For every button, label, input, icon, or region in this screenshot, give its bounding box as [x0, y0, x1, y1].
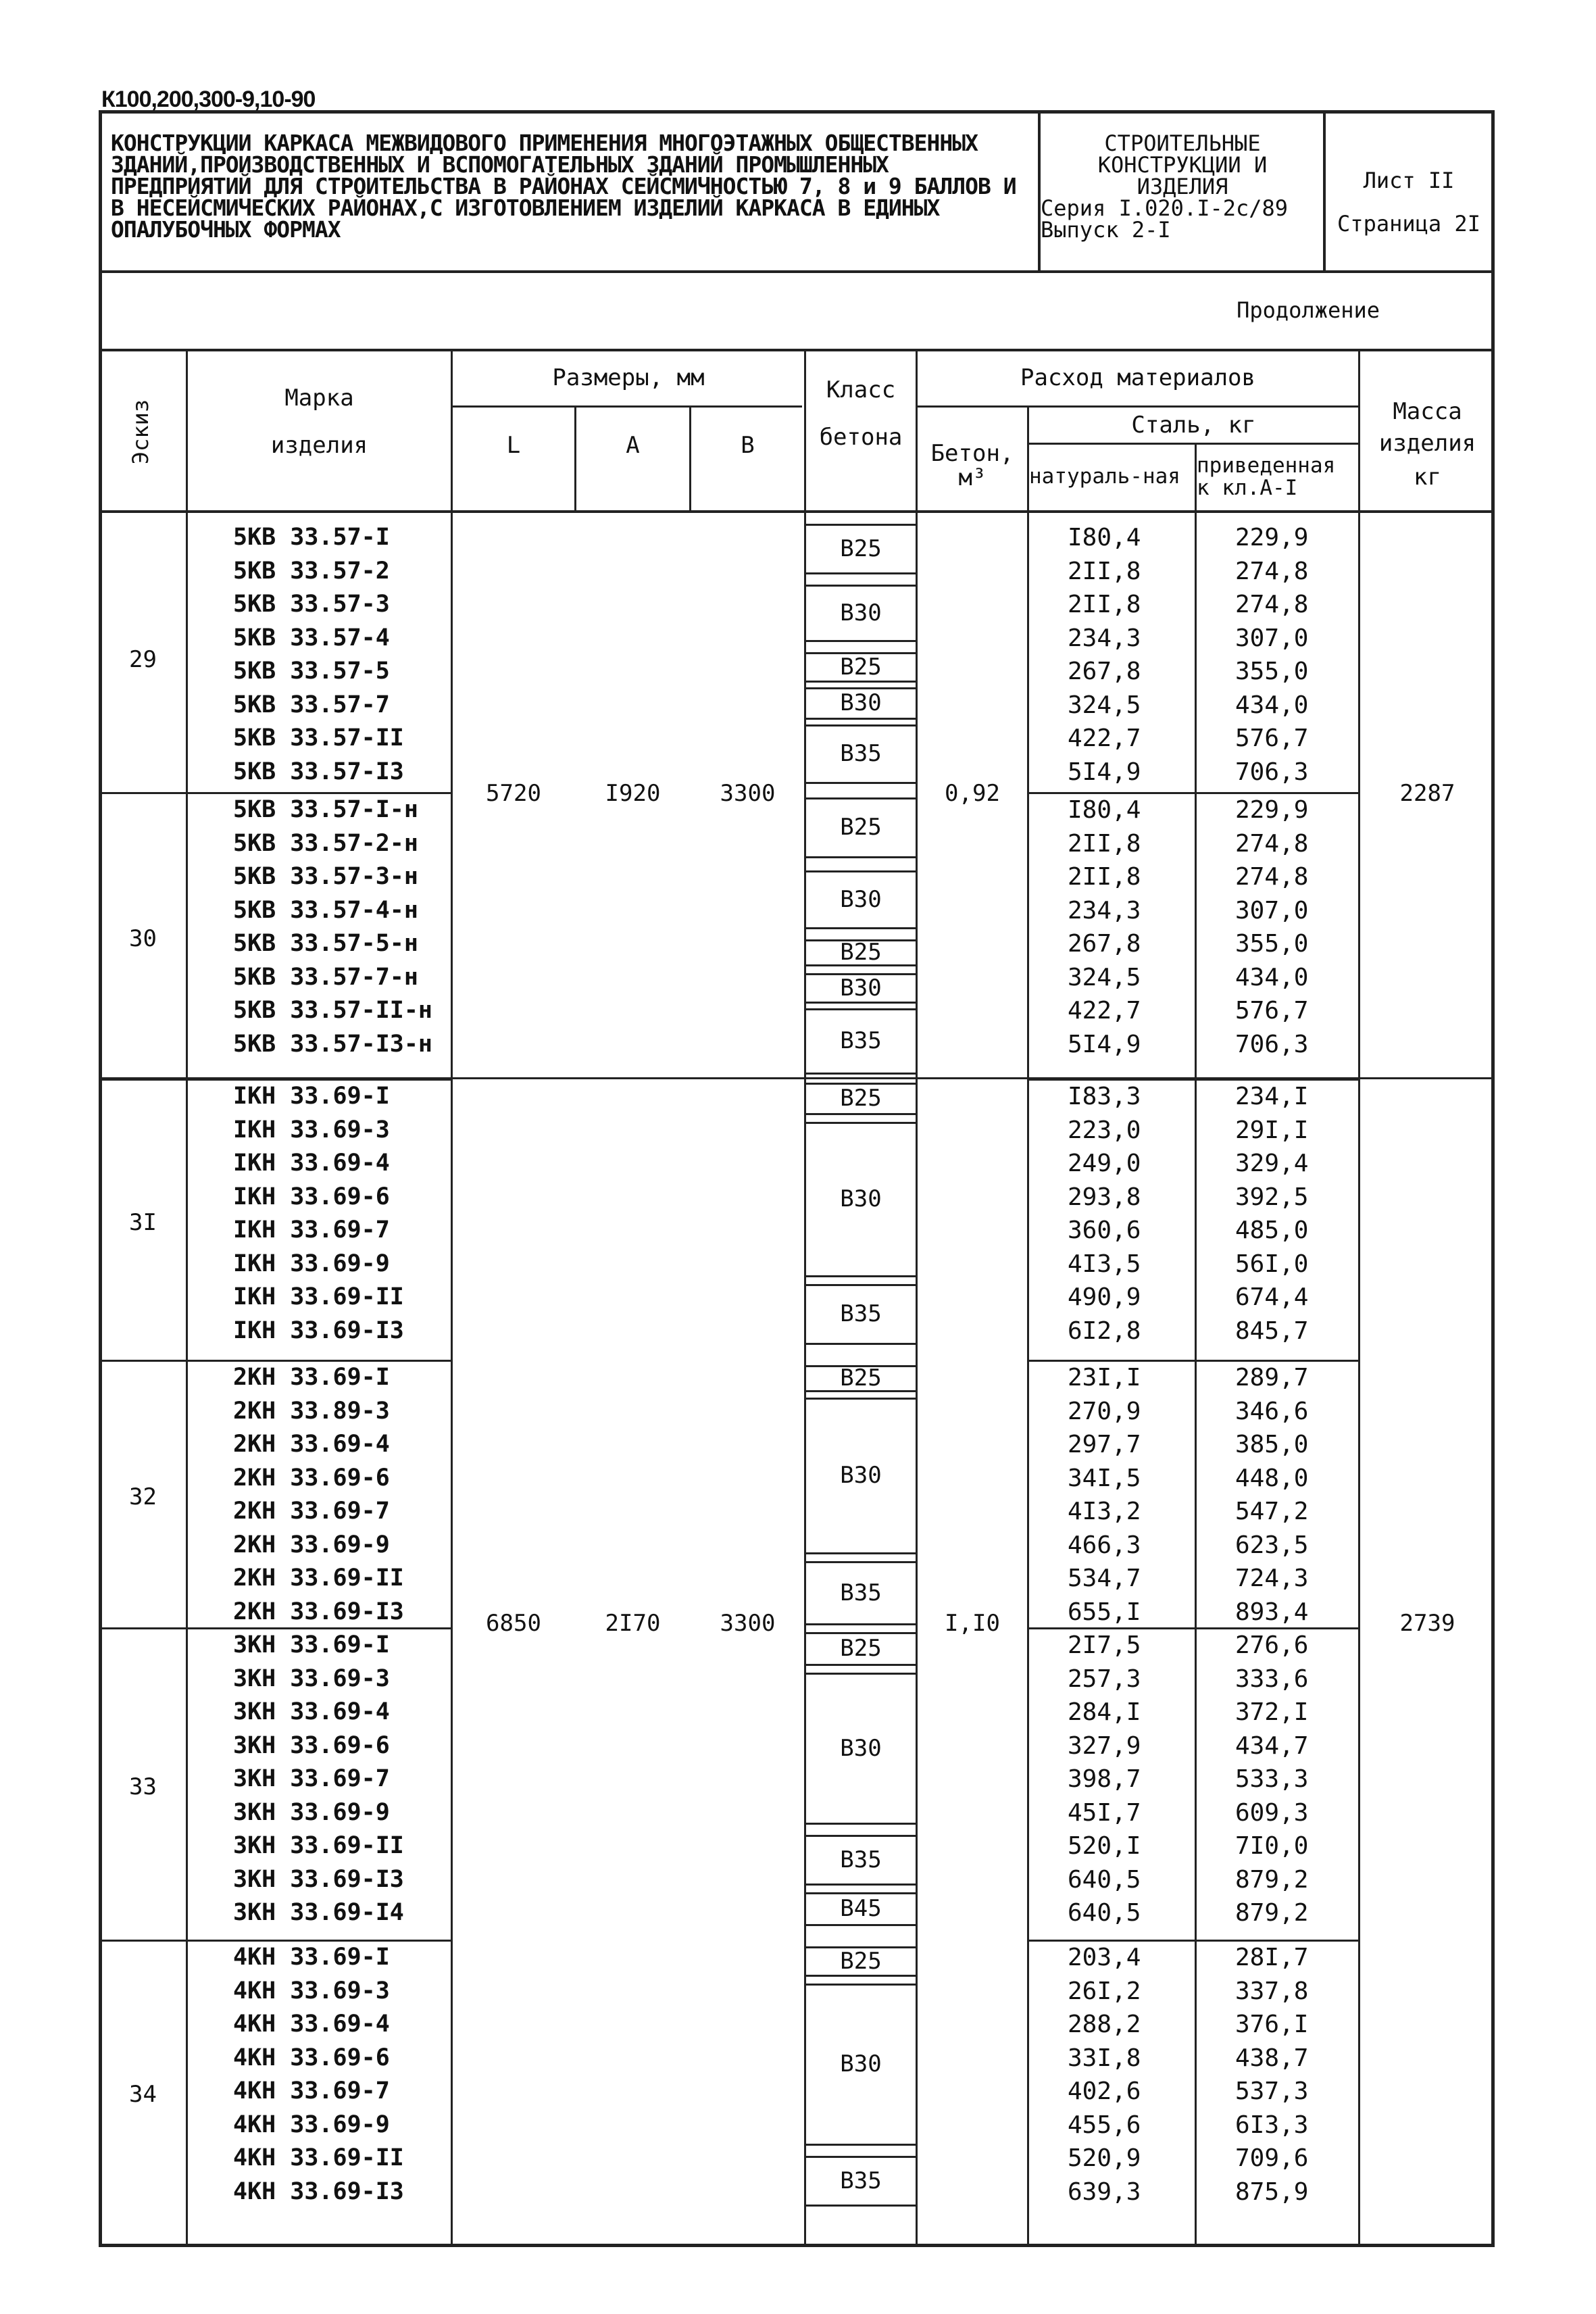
concrete-class: B30 [806, 1398, 916, 1554]
steel-reduced: 434,7 [1235, 1731, 1309, 1760]
header-steel: Сталь, кг [1131, 412, 1256, 439]
concrete-class: B30 [806, 1984, 916, 2146]
block-a-B: 3300 [720, 780, 776, 808]
steel-reduced: 893,4 [1235, 1598, 1309, 1626]
header-sketch: Эскиз [128, 399, 154, 465]
steel-reduced: 274,8 [1235, 829, 1309, 858]
header-reduced: приведенная к кл.А-I [1197, 453, 1336, 500]
concrete-class: B35 [806, 1008, 916, 1075]
series-line-2: КОНСТРУКЦИИ И [1097, 152, 1268, 178]
header-concrete: Бетон, м³ [930, 440, 1014, 491]
block-rule [100, 1077, 1495, 1079]
series-line-3: ИЗДЕЛИЯ [1137, 174, 1228, 199]
sketch-number: 30 [129, 925, 157, 953]
col-sep-8 [1195, 443, 1197, 2246]
steel-reduced: 537,3 [1235, 2077, 1309, 2105]
sketch-number: 29 [129, 645, 157, 673]
steel-reduced: 576,7 [1235, 997, 1309, 1025]
steel-natural: 466,3 [1068, 1531, 1141, 1559]
steel-reduced: 329,4 [1235, 1150, 1309, 1177]
header-mark-1: Марка [284, 385, 354, 412]
steel-natural: 2II,8 [1068, 829, 1141, 858]
item-mark: 2КН 33.69-7 [233, 1498, 390, 1525]
steel-natural: 324,5 [1068, 691, 1141, 719]
steel-natural: 234,3 [1068, 896, 1141, 925]
item-mark: 5КВ 33.57-3 [233, 591, 390, 618]
steel-reduced: 385,0 [1235, 1431, 1309, 1458]
item-mark: IКН 33.69-I [233, 1083, 390, 1110]
col-sep-2 [451, 349, 453, 2246]
block-b-A: 2I70 [605, 1610, 661, 1638]
steel-natural: 297,7 [1068, 1431, 1141, 1458]
steel-natural: 490,9 [1068, 1283, 1141, 1311]
steel-natural: 520,9 [1068, 2144, 1141, 2172]
group-rule-left [100, 1627, 451, 1629]
item-mark: 2КН 33.69-I3 [233, 1598, 404, 1625]
item-mark: 4КН 33.69-6 [233, 2044, 390, 2071]
steel-reduced: 29I,I [1235, 1116, 1309, 1144]
concrete-class: B30 [806, 973, 916, 1004]
concrete-class: B30 [806, 585, 916, 642]
steel-natural: 327,9 [1068, 1731, 1141, 1760]
steel-reduced: 234,I [1235, 1083, 1309, 1110]
item-mark: 2КН 33.69-I [233, 1364, 390, 1391]
item-mark: 5КВ 33.57-I3-н [233, 1030, 433, 1058]
steel-natural: 23I,I [1068, 1364, 1141, 1392]
concrete-class: B30 [806, 687, 916, 720]
header-class-2: бетона [819, 424, 903, 451]
item-mark: 2КН 33.69-6 [233, 1464, 390, 1492]
steel-natural: 639,3 [1068, 2177, 1141, 2206]
steel-reduced: 355,0 [1235, 658, 1309, 685]
item-mark: 5КВ 33.57-4 [233, 624, 390, 651]
steel-reduced: 434,0 [1235, 963, 1309, 991]
item-mark: 3КН 33.69-I3 [233, 1865, 404, 1893]
continuation-label: Продолжение [1237, 297, 1380, 323]
block-a-mass: 2287 [1399, 780, 1455, 808]
steel-reduced: 576,7 [1235, 724, 1309, 752]
header-divider-1 [1038, 110, 1041, 272]
item-mark: 3КН 33.69-4 [233, 1698, 390, 1725]
item-mark: IКН 33.69-9 [233, 1250, 390, 1277]
item-mark: 5КВ 33.57-2 [233, 557, 390, 585]
steel-reduced: 709,6 [1235, 2144, 1309, 2172]
item-mark: 5КВ 33.57-II [233, 724, 404, 752]
steel-natural: 2II,8 [1068, 591, 1141, 618]
steel-natural: 640,5 [1068, 1899, 1141, 1927]
group-rule-left [100, 792, 451, 794]
item-mark: 2КН 33.69-II [233, 1565, 404, 1592]
item-mark: 4КН 33.69-4 [233, 2011, 390, 2038]
item-mark: 3КН 33.69-II [233, 1832, 404, 1859]
steel-natural: 398,7 [1068, 1765, 1141, 1793]
steel-natural: 293,8 [1068, 1183, 1141, 1211]
steel-reduced: 274,8 [1235, 557, 1309, 585]
concrete-class: B25 [806, 652, 916, 683]
steel-reduced: 706,3 [1235, 758, 1309, 786]
steel-natural: 655,I [1068, 1598, 1141, 1626]
steel-natural: 234,3 [1068, 624, 1141, 652]
steel-reduced: 229,9 [1235, 524, 1309, 551]
steel-reduced: 674,4 [1235, 1283, 1309, 1311]
series-line-1: СТРОИТЕЛЬНЫЕ [1104, 130, 1261, 156]
item-mark: IКН 33.69-3 [233, 1116, 390, 1143]
steel-natural: 422,7 [1068, 997, 1141, 1025]
steel-natural: 5I4,9 [1068, 1030, 1141, 1058]
item-mark: 5КВ 33.57-7 [233, 691, 390, 718]
concrete-class: B35 [806, 1561, 916, 1625]
header-mass-3: кг [1414, 464, 1441, 491]
series-block [1041, 132, 1324, 241]
steel-reduced: 7I0,0 [1235, 1832, 1309, 1860]
steel-reduced: 875,9 [1235, 2177, 1309, 2206]
sketch-number: 33 [129, 1773, 157, 1801]
steel-reduced: 845,7 [1235, 1316, 1309, 1345]
header-natural: натураль-ная [1029, 464, 1180, 489]
block-b-mass: 2739 [1399, 1610, 1455, 1638]
concrete-class: B45 [806, 1892, 916, 1926]
block-a-A: I920 [605, 780, 661, 808]
steel-reduced: 879,2 [1235, 1865, 1309, 1894]
concrete-class: B25 [806, 524, 916, 574]
header-L: L [506, 432, 521, 460]
item-mark: 2КН 33.89-3 [233, 1397, 390, 1425]
steel-natural: 324,5 [1068, 963, 1141, 991]
steel-natural: 455,6 [1068, 2111, 1141, 2139]
item-mark: 5КВ 33.57-II-н [233, 997, 433, 1024]
steel-natural: 257,3 [1068, 1665, 1141, 1693]
item-mark: 3КН 33.69-3 [233, 1665, 390, 1692]
steel-natural: 288,2 [1068, 2011, 1141, 2038]
steel-reduced: 307,0 [1235, 624, 1309, 652]
steel-natural: 4I3,2 [1068, 1498, 1141, 1525]
sheet-block [1324, 159, 1493, 245]
item-mark: 4КН 33.69-3 [233, 1977, 390, 2004]
item-mark: IКН 33.69-7 [233, 1216, 390, 1244]
col-sep-7 [1027, 405, 1029, 2246]
item-mark: 5КВ 33.57-2-н [233, 829, 418, 857]
item-mark: 3КН 33.69-I4 [233, 1899, 404, 1926]
document-code: К100,200,300-9,10-90 [101, 87, 316, 112]
concrete-class: B35 [806, 2156, 916, 2207]
header-mark-2: изделия [270, 432, 368, 460]
item-mark: IКН 33.69-6 [233, 1183, 390, 1210]
steel-natural: 402,6 [1068, 2077, 1141, 2105]
header-A: A [626, 432, 640, 460]
table-head-rule [99, 510, 1495, 513]
concrete-class: B25 [806, 797, 916, 858]
item-mark: 5КВ 33.57-I3 [233, 758, 404, 785]
header-rule [99, 270, 1495, 273]
item-mark: 5КВ 33.57-5-н [233, 930, 418, 957]
sketch-number: 34 [129, 2081, 157, 2109]
steel-natural: 640,5 [1068, 1865, 1141, 1894]
item-mark: 3КН 33.69-I [233, 1631, 390, 1658]
header-divider-2 [1323, 110, 1326, 272]
header-materials: Расход материалов [1020, 364, 1255, 392]
steel-reduced: 724,3 [1235, 1565, 1309, 1592]
series-number: Серия I.020.I-2с/89 [1041, 195, 1289, 221]
steel-reduced: 337,8 [1235, 1977, 1309, 2005]
steel-natural: 2II,8 [1068, 557, 1141, 585]
steel-natural: 267,8 [1068, 930, 1141, 958]
item-mark: 3КН 33.69-6 [233, 1731, 390, 1759]
steel-reduced: 229,9 [1235, 796, 1309, 824]
steel-natural: 6I2,8 [1068, 1316, 1141, 1345]
steel-reduced: 879,2 [1235, 1899, 1309, 1927]
item-mark: 4КН 33.69-II [233, 2144, 404, 2171]
document-title: КОНСТРУКЦИИ КАРКАСА МЕЖВИДОВОГО ПРИМЕНЕНИЯ МНОГОЭТАЖНЫХ ОБЩЕСТВЕННЫХ ЗДАНИЙ,ПРОИЗВОДСТВЕННЫХ И ВСПОМОГАТЕЛЬНЫХ ЗДАНИЙ ПРОМЫШЛЕННЫХ ПРЕДПРИЯТИЙ ДЛЯ СТРОИТЕЛЬСТВА В РАЙОНАХ СЕЙСМИЧНОСТЬЮ 7, 8 и 9 БАЛЛОВ И В НЕСЕЙСМИЧЕСКИХ РАЙОНАХ,С ИЗГОТОВЛЕНИЕМ ИЗДЕЛИЙ КАРКАСА В ЕДИНЫХ ОПАЛУБОЧНЫХ ФОРМАХ [111, 130, 1016, 243]
col-sep-1 [186, 349, 188, 2246]
steel-reduced: 307,0 [1235, 896, 1309, 925]
item-mark: 4КН 33.69-9 [233, 2111, 390, 2138]
steel-reduced: 706,3 [1235, 1030, 1309, 1058]
steel-natural: 2II,8 [1068, 863, 1141, 891]
steel-natural: 26I,2 [1068, 1977, 1141, 2005]
steel-natural: 45I,7 [1068, 1798, 1141, 1827]
group-rule-right [1027, 1940, 1358, 1942]
steel-natural: 203,4 [1068, 1944, 1141, 1971]
concrete-class: B25 [806, 1946, 916, 1977]
group-rule-right [1027, 1360, 1358, 1362]
steel-reduced: 533,3 [1235, 1765, 1309, 1793]
header-sizes: Размеры, мм [552, 364, 705, 392]
steel-natural: 34I,5 [1068, 1464, 1141, 1492]
steel-natural: 284,I [1068, 1698, 1141, 1726]
group-rule-right [1027, 1627, 1358, 1629]
header-class-1: Класс [826, 376, 896, 404]
block-b-L: 6850 [486, 1610, 541, 1638]
item-mark: 5КВ 33.57-4-н [233, 896, 418, 924]
concrete-class: B25 [806, 939, 916, 966]
steel-reduced: 289,7 [1235, 1364, 1309, 1392]
steel-natural: 360,6 [1068, 1216, 1141, 1244]
steel-reduced: 547,2 [1235, 1498, 1309, 1525]
group-rule-right [1027, 792, 1358, 794]
header-B: B [741, 432, 755, 460]
steel-reduced: 274,8 [1235, 863, 1309, 891]
item-mark: 4КН 33.69-I [233, 1944, 390, 1971]
steel-reduced: 609,3 [1235, 1798, 1309, 1827]
steel-reduced: 28I,7 [1235, 1944, 1309, 1971]
item-mark: 2КН 33.69-9 [233, 1531, 390, 1558]
item-mark: 3КН 33.69-9 [233, 1798, 390, 1826]
concrete-class: B30 [806, 1122, 916, 1277]
steel-reduced: 372,I [1235, 1698, 1309, 1726]
item-mark: 3КН 33.69-7 [233, 1765, 390, 1792]
concrete-class: B35 [806, 724, 916, 784]
group-rule-left [100, 1940, 451, 1942]
header-mass-1: Масса [1393, 398, 1462, 426]
steel-reduced: 274,8 [1235, 591, 1309, 618]
item-mark: 4КН 33.69-I3 [233, 2177, 404, 2205]
concrete-class: B30 [806, 870, 916, 929]
concrete-class: B35 [806, 1284, 916, 1345]
col-sep-9 [1358, 349, 1360, 2246]
steel-reduced: 346,6 [1235, 1397, 1309, 1425]
group-rule-left [100, 1360, 451, 1362]
steel-reduced: 438,7 [1235, 2044, 1309, 2072]
steel-reduced: 434,0 [1235, 691, 1309, 719]
concrete-class: B25 [806, 1632, 916, 1666]
steel-natural: 2I7,5 [1068, 1631, 1141, 1659]
concrete-class: B25 [806, 1365, 916, 1392]
item-mark: 5КВ 33.57-I-н [233, 796, 418, 823]
steel-reduced: 623,5 [1235, 1531, 1309, 1559]
steel-reduced: 355,0 [1235, 930, 1309, 958]
steel-reduced: 448,0 [1235, 1464, 1309, 1492]
sketch-number: 3I [129, 1209, 157, 1237]
sheet-number: Лист II [1363, 168, 1455, 193]
header-mass-2: изделия [1378, 430, 1476, 458]
steel-natural: I80,4 [1068, 796, 1141, 824]
steel-natural: 5I4,9 [1068, 758, 1141, 786]
sketch-number: 32 [129, 1483, 157, 1511]
item-mark: 5КВ 33.57-I [233, 524, 390, 551]
steel-natural: 4I3,5 [1068, 1250, 1141, 1278]
item-mark: IКН 33.69-I3 [233, 1316, 404, 1344]
concrete-class: B30 [806, 1673, 916, 1825]
steel-natural: 270,9 [1068, 1397, 1141, 1425]
steel-natural: I80,4 [1068, 524, 1141, 551]
materials-rule [918, 405, 1358, 408]
steel-natural: 33I,8 [1068, 2044, 1141, 2072]
block-a-concrete: 0,92 [945, 780, 1000, 808]
item-mark: IКН 33.69-II [233, 1283, 404, 1310]
steel-reduced: 333,6 [1235, 1665, 1309, 1693]
steel-reduced: 56I,0 [1235, 1250, 1309, 1278]
steel-reduced: 376,I [1235, 2011, 1309, 2038]
item-mark: 4КН 33.69-7 [233, 2077, 390, 2104]
steel-natural: 422,7 [1068, 724, 1141, 752]
col-sep-6 [916, 349, 918, 2246]
block-b-B: 3300 [720, 1610, 776, 1638]
steel-reduced: 6I3,3 [1235, 2111, 1309, 2139]
item-mark: 5КВ 33.57-3-н [233, 863, 418, 890]
item-mark: 5КВ 33.57-7-н [233, 963, 418, 991]
page-number: Страница 2I [1337, 211, 1480, 237]
item-mark: 5КВ 33.57-5 [233, 658, 390, 685]
concrete-class: B25 [806, 1083, 916, 1115]
item-mark: 2КН 33.69-4 [233, 1431, 390, 1458]
steel-natural: I83,3 [1068, 1083, 1141, 1110]
item-mark: IКН 33.69-4 [233, 1150, 390, 1177]
steel-reduced: 276,6 [1235, 1631, 1309, 1659]
steel-reduced: 392,5 [1235, 1183, 1309, 1211]
table-top-rule [99, 349, 1495, 351]
steel-reduced: 485,0 [1235, 1216, 1309, 1244]
sizes-rule [451, 405, 802, 408]
steel-natural: 223,0 [1068, 1116, 1141, 1144]
series-issue: Выпуск 2-I [1041, 217, 1171, 243]
steel-natural: 534,7 [1068, 1565, 1141, 1592]
steel-natural: 249,0 [1068, 1150, 1141, 1177]
block-a-L: 5720 [486, 780, 541, 808]
steel-natural: 520,I [1068, 1832, 1141, 1860]
block-b-concrete: I,I0 [945, 1610, 1000, 1638]
concrete-class: B35 [806, 1835, 916, 1886]
steel-natural: 267,8 [1068, 658, 1141, 685]
